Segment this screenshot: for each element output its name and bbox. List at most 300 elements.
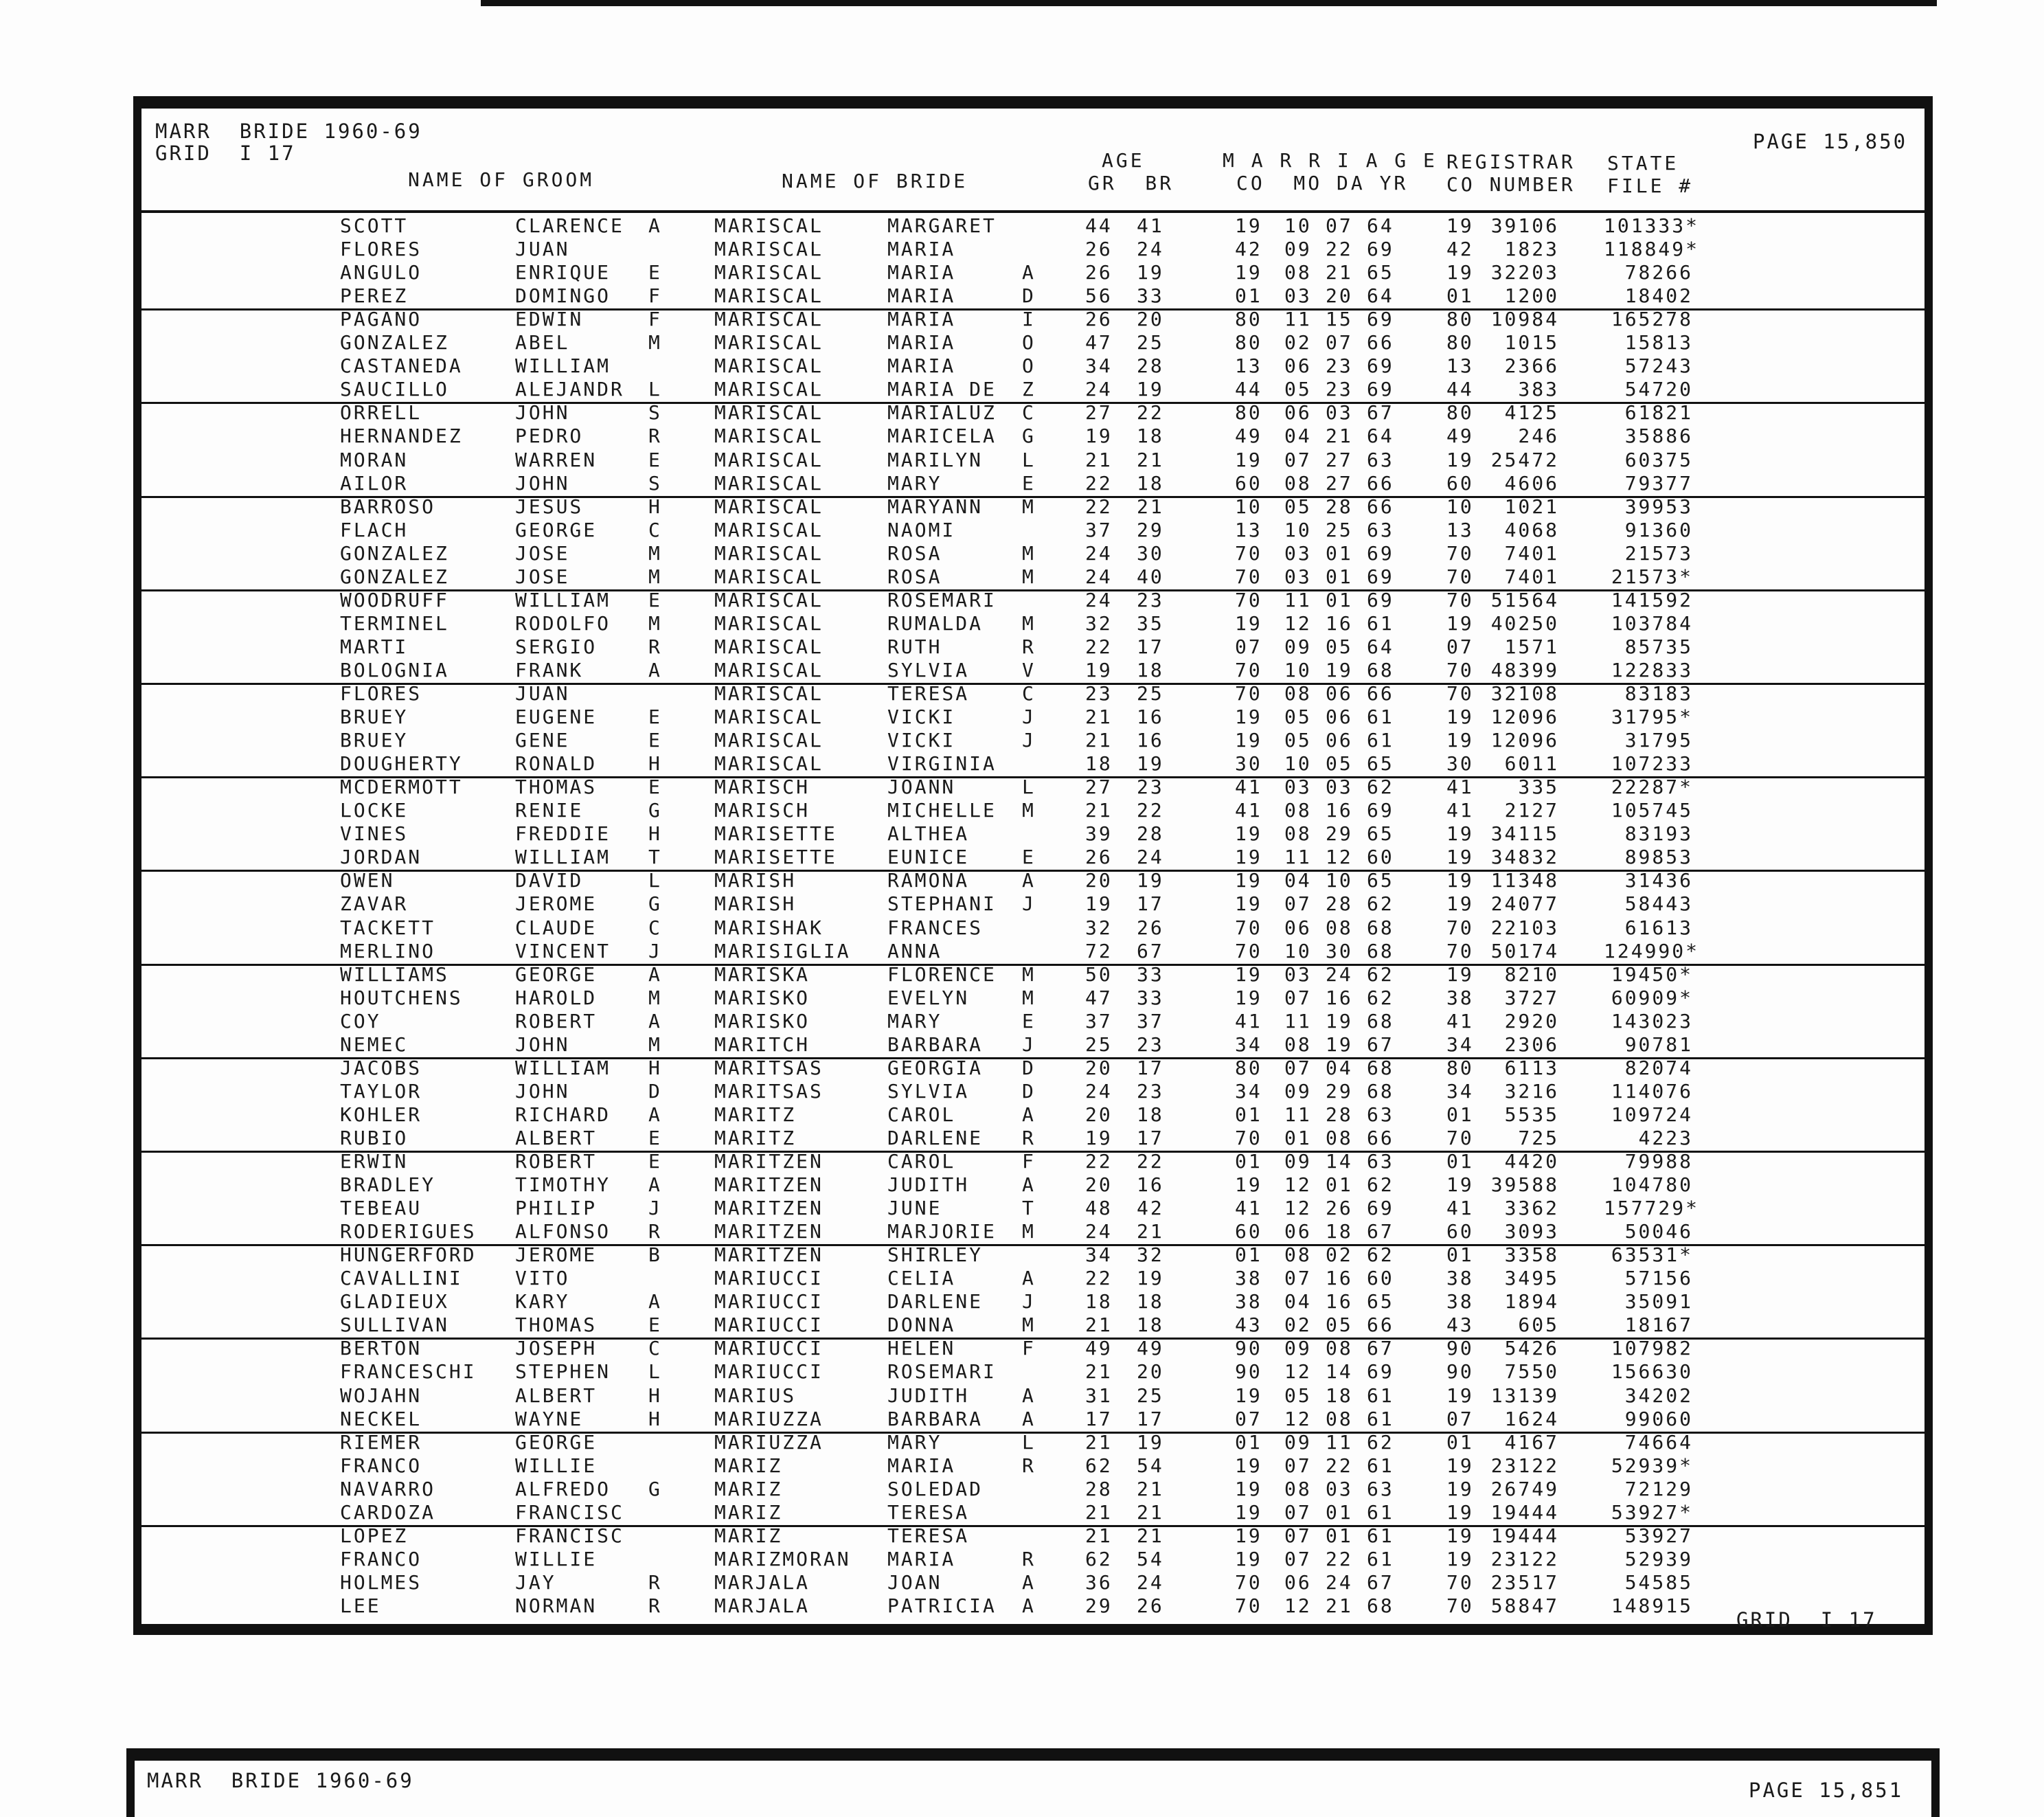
next-page-number: PAGE 15,851 (1749, 1779, 1904, 1802)
marriage-year: 61 (1367, 1454, 1394, 1477)
groom-age: 36 (1085, 1570, 1113, 1594)
bride-last-name: MARISCAL (714, 214, 824, 237)
groom-middle-initial: J (648, 1197, 662, 1220)
groom-last-name: PEREZ (340, 284, 409, 308)
marriage-day: 01 (1326, 1500, 1353, 1524)
marriage-county: 80 (1235, 331, 1262, 354)
groom-first-name: ALFONSO (515, 1220, 611, 1243)
registrar-number: 5426 (1504, 1337, 1559, 1360)
groom-first-name: GEORGE (515, 962, 598, 986)
groom-last-name: RODERIGUES (340, 1220, 477, 1243)
groom-age: 48 (1085, 1197, 1113, 1220)
bride-middle-initial: F (1022, 1337, 1036, 1360)
groom-middle-initial: E (648, 588, 662, 611)
state-file-number: 105745 (1611, 799, 1693, 822)
groom-age: 21 (1085, 729, 1113, 752)
marriage-year: 68 (1367, 1594, 1394, 1617)
bride-middle-initial: O (1022, 331, 1036, 354)
bride-first-name: DARLENE (887, 1126, 984, 1149)
marriage-month: 05 (1284, 729, 1312, 752)
marriage-day: 26 (1326, 1197, 1353, 1220)
groom-age: 19 (1085, 892, 1113, 916)
bride-last-name: MARISH (714, 869, 797, 892)
groom-last-name: MORAN (340, 448, 409, 471)
marriage-month: 12 (1284, 1197, 1312, 1220)
groom-age: 21 (1085, 1313, 1113, 1337)
bride-age: 21 (1137, 495, 1164, 518)
registrar-county: 41 (1446, 1009, 1474, 1032)
bride-age: 19 (1137, 1267, 1164, 1290)
marriage-day: 22 (1326, 238, 1353, 261)
groom-first-name: ROBERT (515, 1009, 598, 1032)
marriage-month: 07 (1284, 1500, 1312, 1524)
marriage-county: 41 (1235, 776, 1262, 799)
bride-first-name: STEPHANI (887, 892, 997, 916)
groom-middle-initial: M (648, 331, 662, 354)
marriage-month: 12 (1284, 1594, 1312, 1617)
marriage-county: 19 (1235, 1547, 1262, 1570)
marriage-year: 62 (1367, 776, 1394, 799)
registrar-county: 19 (1446, 892, 1474, 916)
bride-first-name: MARICELA (887, 425, 997, 448)
marriage-month: 10 (1284, 214, 1312, 237)
marriage-county: 13 (1235, 354, 1262, 378)
marriage-day: 03 (1326, 401, 1353, 425)
marriage-county: 19 (1235, 1173, 1262, 1197)
groom-age: 21 (1085, 706, 1113, 729)
state-file-number: 122833 (1611, 658, 1693, 681)
groom-first-name: HAROLD (515, 986, 598, 1009)
registrar-number: 7401 (1504, 541, 1559, 565)
groom-age: 62 (1085, 1454, 1113, 1477)
groom-middle-initial: A (648, 214, 662, 237)
groom-first-name: ALEJANDR (515, 378, 624, 401)
marriage-day: 08 (1326, 1126, 1353, 1149)
marriage-county: 07 (1235, 635, 1262, 658)
marriage-county: 30 (1235, 752, 1262, 776)
marriage-county: 80 (1235, 308, 1262, 331)
bride-middle-initial: L (1022, 448, 1036, 471)
bride-first-name: MARILYN (887, 448, 984, 471)
marriage-year: 65 (1367, 752, 1394, 776)
state-file-number: 101333* (1604, 214, 1700, 237)
bride-middle-initial: R (1022, 1126, 1036, 1149)
groom-first-name: WILLIAM (515, 1056, 611, 1079)
bride-last-name: MARISCAL (714, 284, 824, 308)
registrar-number: 1571 (1504, 635, 1559, 658)
state-file-number: 61821 (1624, 401, 1693, 425)
bride-first-name: JUDITH (887, 1173, 970, 1197)
state-file-number: 104780 (1611, 1173, 1693, 1197)
bride-middle-initial: A (1022, 1594, 1036, 1617)
groom-last-name: GONZALEZ (340, 331, 449, 354)
groom-first-name: GEORGE (515, 518, 598, 541)
marriage-day: 02 (1326, 1243, 1353, 1267)
marriage-year: 62 (1367, 1243, 1394, 1267)
registrar-county: 44 (1446, 378, 1474, 401)
state-file-number: 83193 (1624, 822, 1693, 846)
marriage-day: 19 (1326, 1009, 1353, 1032)
groom-first-name: THOMAS (515, 776, 598, 799)
marriage-county: 44 (1235, 378, 1262, 401)
marriage-year: 69 (1367, 799, 1394, 822)
marriage-month: 06 (1284, 401, 1312, 425)
bride-last-name: MARIUCCI (714, 1313, 824, 1337)
bride-first-name: DARLENE (887, 1290, 984, 1313)
marriage-day: 15 (1326, 308, 1353, 331)
bride-middle-initial: M (1022, 1313, 1036, 1337)
groom-middle-initial: E (648, 1126, 662, 1149)
bride-middle-initial: M (1022, 495, 1036, 518)
groom-middle-initial: H (648, 495, 662, 518)
marriage-day: 28 (1326, 892, 1353, 916)
marriage-month: 07 (1284, 986, 1312, 1009)
marriage-county: 19 (1235, 869, 1262, 892)
groom-age: 20 (1085, 1173, 1113, 1197)
registrar-county: 07 (1446, 635, 1474, 658)
state-file-number: 58443 (1624, 892, 1693, 916)
groom-first-name: CLARENCE (515, 214, 624, 237)
bride-first-name: MARIA (887, 1547, 956, 1570)
registrar-county: 19 (1446, 1173, 1474, 1197)
marriage-month: 03 (1284, 565, 1312, 588)
registrar-number: 22103 (1490, 916, 1559, 939)
marriage-month: 08 (1284, 1243, 1312, 1267)
groom-last-name: CARDOZA (340, 1500, 436, 1524)
state-file-number: 83183 (1624, 682, 1693, 705)
marriage-day: 06 (1326, 729, 1353, 752)
marriage-year: 68 (1367, 1056, 1394, 1079)
registrar-number: 1200 (1504, 284, 1559, 308)
groom-middle-initial: F (648, 308, 662, 331)
marriage-year: 66 (1367, 682, 1394, 705)
marriage-day: 08 (1326, 1337, 1353, 1360)
bride-first-name: HELEN (887, 1337, 956, 1360)
marriage-day: 03 (1326, 1477, 1353, 1500)
marriage-day: 10 (1326, 869, 1353, 892)
bride-age: 17 (1137, 1126, 1164, 1149)
groom-middle-initial: C (648, 916, 662, 939)
groom-last-name: JORDAN (340, 846, 422, 869)
bride-first-name: JUDITH (887, 1384, 970, 1407)
registrar-header: REGISTRAR (1446, 150, 1576, 173)
groom-middle-initial: E (648, 1313, 662, 1337)
bride-age: 28 (1137, 822, 1164, 846)
marriage-county: 70 (1235, 682, 1262, 705)
bride-first-name: RUTH (887, 635, 942, 658)
marriage-county: 38 (1235, 1290, 1262, 1313)
marriage-county: 70 (1235, 565, 1262, 588)
groom-first-name: RODOLFO (515, 611, 611, 635)
bride-age: 54 (1137, 1454, 1164, 1477)
bride-last-name: MARISHAK (714, 916, 824, 939)
state-file-number: 57243 (1624, 354, 1693, 378)
bride-middle-initial: J (1022, 729, 1036, 752)
bride-first-name: MICHELLE (887, 799, 997, 822)
bride-middle-initial: C (1022, 682, 1036, 705)
marriage-day: 14 (1326, 1150, 1353, 1173)
registrar-county: 70 (1446, 916, 1474, 939)
groom-age: 17 (1085, 1407, 1113, 1430)
state-file-number: 35091 (1624, 1290, 1693, 1313)
groom-last-name: HOUTCHENS (340, 986, 463, 1009)
bride-first-name: MARIA (887, 261, 956, 284)
registrar-subheader: CO NUMBER (1446, 173, 1576, 196)
registrar-number: 1021 (1504, 495, 1559, 518)
bride-middle-initial: I (1022, 308, 1036, 331)
groom-age: 25 (1085, 1032, 1113, 1056)
registrar-number: 5535 (1504, 1103, 1559, 1126)
registrar-county: 01 (1446, 284, 1474, 308)
registrar-county: 41 (1446, 776, 1474, 799)
marriage-county: 90 (1235, 1337, 1262, 1360)
groom-first-name: ALBERT (515, 1126, 598, 1149)
registrar-number: 4125 (1504, 401, 1559, 425)
bride-middle-initial: F (1022, 1150, 1036, 1173)
marriage-day: 05 (1326, 752, 1353, 776)
marriage-year: 65 (1367, 822, 1394, 846)
state-header: STATE (1607, 152, 1679, 174)
bride-age: 49 (1137, 1337, 1164, 1360)
groom-middle-initial: L (648, 378, 662, 401)
groom-age: 22 (1085, 471, 1113, 495)
marriage-month: 08 (1284, 799, 1312, 822)
bride-age: 19 (1137, 378, 1164, 401)
bride-last-name: MARISCAL (714, 729, 824, 752)
marriage-year: 61 (1367, 1524, 1394, 1547)
marriage-county: 34 (1235, 1079, 1262, 1103)
groom-age: 22 (1085, 1150, 1113, 1173)
state-file-number: 156630 (1611, 1360, 1693, 1384)
registrar-county: 90 (1446, 1360, 1474, 1384)
marriage-day: 24 (1326, 1570, 1353, 1594)
groom-age: 49 (1085, 1337, 1113, 1360)
groom-last-name: RUBIO (340, 1126, 409, 1149)
marriage-month: 07 (1284, 892, 1312, 916)
marriage-day: 22 (1326, 1454, 1353, 1477)
groom-age: 29 (1085, 1594, 1113, 1617)
registrar-county: 19 (1446, 962, 1474, 986)
bride-middle-initial: T (1022, 1197, 1036, 1220)
marriage-day: 23 (1326, 378, 1353, 401)
bride-age: 33 (1137, 284, 1164, 308)
marriage-day: 23 (1326, 354, 1353, 378)
marriage-day: 27 (1326, 471, 1353, 495)
marriage-year: 67 (1367, 1337, 1394, 1360)
groom-last-name: NAVARRO (340, 1477, 436, 1500)
registrar-county: 70 (1446, 682, 1474, 705)
bride-middle-initial: L (1022, 1430, 1036, 1454)
marriage-year: 65 (1367, 869, 1394, 892)
groom-age: 56 (1085, 284, 1113, 308)
groom-middle-initial: D (648, 1079, 662, 1103)
bride-first-name: GEORGIA (887, 1056, 984, 1079)
marriage-county: 80 (1235, 1056, 1262, 1079)
registrar-county: 90 (1446, 1337, 1474, 1360)
bride-last-name: MARISCAL (714, 541, 824, 565)
marriage-year: 69 (1367, 588, 1394, 611)
marriage-county: 43 (1235, 1313, 1262, 1337)
bride-last-name: MARIUCCI (714, 1267, 824, 1290)
groom-first-name: WILLIAM (515, 588, 611, 611)
marriage-year: 61 (1367, 1500, 1394, 1524)
groom-middle-initial: A (648, 1009, 662, 1032)
marriage-subheader: CO MO DA YR (1236, 172, 1409, 194)
bride-first-name: BARBARA (887, 1407, 984, 1430)
groom-middle-initial: H (648, 1407, 662, 1430)
marriage-year: 60 (1367, 1267, 1394, 1290)
groom-first-name: WARREN (515, 448, 598, 471)
groom-middle-initial: M (648, 611, 662, 635)
marriage-day: 25 (1326, 518, 1353, 541)
registrar-county: 80 (1446, 308, 1474, 331)
bride-age: 22 (1137, 401, 1164, 425)
groom-middle-initial: H (648, 1056, 662, 1079)
bride-first-name: MARIA DE (887, 378, 997, 401)
groom-age: 19 (1085, 658, 1113, 681)
registrar-county: 70 (1446, 939, 1474, 962)
bride-first-name: VIRGINIA (887, 752, 997, 776)
bride-age: 23 (1137, 1032, 1164, 1056)
groom-last-name: BERTON (340, 1337, 422, 1360)
registrar-number: 383 (1518, 378, 1559, 401)
groom-last-name: JACOBS (340, 1056, 422, 1079)
bride-first-name: ROSA (887, 541, 942, 565)
groom-last-name: DOUGHERTY (340, 752, 463, 776)
marriage-month: 06 (1284, 1220, 1312, 1243)
groom-first-name: JOHN (515, 471, 570, 495)
bride-last-name: MARISCAL (714, 706, 824, 729)
state-file-number: 63531* (1611, 1243, 1693, 1267)
groom-age: 28 (1085, 1477, 1113, 1500)
page-number: PAGE 15,850 (1753, 130, 1908, 153)
groom-middle-initial: E (648, 448, 662, 471)
state-file-number: 54585 (1624, 1570, 1693, 1594)
marriage-year: 63 (1367, 1150, 1394, 1173)
bride-middle-initial: O (1022, 354, 1036, 378)
state-file-number: 82074 (1624, 1056, 1693, 1079)
groom-middle-initial: E (648, 729, 662, 752)
bride-last-name: MARIUS (714, 1384, 797, 1407)
state-file-number: 53927* (1611, 1500, 1693, 1524)
bride-age: 16 (1137, 729, 1164, 752)
groom-middle-initial: R (648, 1570, 662, 1594)
groom-middle-initial: A (648, 962, 662, 986)
marriage-month: 09 (1284, 1150, 1312, 1173)
groom-age: 20 (1085, 1056, 1113, 1079)
registrar-county: 38 (1446, 1290, 1474, 1313)
groom-last-name: FRANCO (340, 1454, 422, 1477)
marriage-year: 65 (1367, 261, 1394, 284)
groom-age: 22 (1085, 495, 1113, 518)
groom-last-name: BRUEY (340, 729, 409, 752)
registrar-number: 246 (1518, 425, 1559, 448)
marriage-year: 66 (1367, 331, 1394, 354)
bride-age: 54 (1137, 1547, 1164, 1570)
marriage-county: 41 (1235, 799, 1262, 822)
bride-age: 19 (1137, 752, 1164, 776)
marriage-day: 01 (1326, 1524, 1353, 1547)
bride-age: 33 (1137, 986, 1164, 1009)
groom-middle-initial: E (648, 706, 662, 729)
groom-last-name: TACKETT (340, 916, 436, 939)
registrar-number: 2127 (1504, 799, 1559, 822)
bride-age: 40 (1137, 565, 1164, 588)
bride-first-name: FLORENCE (887, 962, 997, 986)
registrar-number: 40250 (1490, 611, 1559, 635)
bride-last-name: MARITZEN (714, 1197, 824, 1220)
state-file-number: 52939 (1624, 1547, 1693, 1570)
marriage-county: 70 (1235, 1570, 1262, 1594)
bride-last-name: MARISCAL (714, 448, 824, 471)
groom-age: 19 (1085, 425, 1113, 448)
bride-last-name: MARISETTE (714, 822, 837, 846)
groom-last-name: NECKEL (340, 1407, 422, 1430)
marriage-year: 66 (1367, 471, 1394, 495)
bride-first-name: MARIA (887, 308, 956, 331)
marriage-county: 01 (1235, 284, 1262, 308)
groom-first-name: NORMAN (515, 1594, 598, 1617)
marriage-month: 11 (1284, 1009, 1312, 1032)
marriage-day: 19 (1326, 658, 1353, 681)
marriage-county: 70 (1235, 916, 1262, 939)
registrar-county: 70 (1446, 1126, 1474, 1149)
bride-middle-initial: G (1022, 425, 1036, 448)
groom-middle-initial: M (648, 1032, 662, 1056)
marriage-year: 66 (1367, 1313, 1394, 1337)
groom-first-name: CLAUDE (515, 916, 598, 939)
bride-middle-initial: V (1022, 658, 1036, 681)
bride-middle-initial: M (1022, 565, 1036, 588)
bride-first-name: ALTHEA (887, 822, 970, 846)
marriage-year: 66 (1367, 495, 1394, 518)
bride-age: 28 (1137, 354, 1164, 378)
bride-middle-initial: D (1022, 1079, 1036, 1103)
marriage-day: 05 (1326, 635, 1353, 658)
registrar-county: 80 (1446, 401, 1474, 425)
marriage-day: 16 (1326, 1267, 1353, 1290)
groom-first-name: PHILIP (515, 1197, 598, 1220)
marriage-year: 60 (1367, 846, 1394, 869)
marriage-day: 20 (1326, 284, 1353, 308)
bride-first-name: MARY (887, 1430, 942, 1454)
marriage-month: 01 (1284, 1126, 1312, 1149)
marriage-year: 68 (1367, 1009, 1394, 1032)
marriage-county: 19 (1235, 822, 1262, 846)
bride-last-name: MARITSAS (714, 1056, 824, 1079)
bride-first-name: CAROL (887, 1103, 956, 1126)
marriage-county: 34 (1235, 1032, 1262, 1056)
marriage-day: 01 (1326, 541, 1353, 565)
bride-last-name: MARISCAL (714, 588, 824, 611)
bride-last-name: MARIZ (714, 1524, 783, 1547)
registrar-number: 3216 (1504, 1079, 1559, 1103)
groom-age: 47 (1085, 986, 1113, 1009)
groom-first-name: ENRIQUE (515, 261, 611, 284)
registrar-number: 2306 (1504, 1032, 1559, 1056)
bride-last-name: MARIZ (714, 1500, 783, 1524)
registrar-county: 01 (1446, 1430, 1474, 1454)
groom-first-name: JOHN (515, 1032, 570, 1056)
groom-last-name: ORRELL (340, 401, 422, 425)
bride-middle-initial: C (1022, 401, 1036, 425)
registrar-number: 4420 (1504, 1150, 1559, 1173)
bride-first-name: MARIA (887, 354, 956, 378)
footer-grid: GRID I 17 (1736, 1608, 1877, 1632)
marriage-day: 01 (1326, 588, 1353, 611)
bride-age: 25 (1137, 682, 1164, 705)
bride-age: 30 (1137, 541, 1164, 565)
